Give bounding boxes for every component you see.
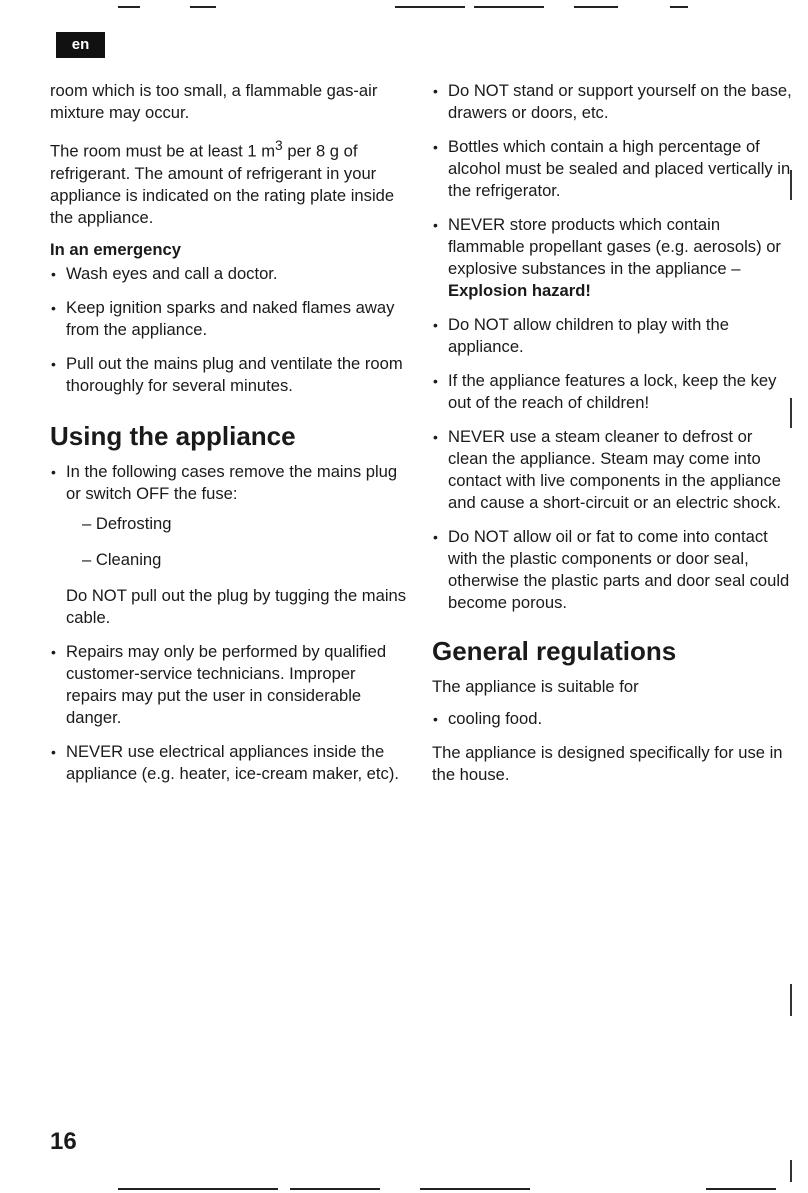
emergency-list xyxy=(50,263,410,397)
list-item: • Do NOT allow children to play with the appliance. xyxy=(432,314,792,358)
list-item: • Do NOT stand or support yourself on the base, drawers or doors, etc. xyxy=(432,80,792,124)
dash-item: – Defrosting xyxy=(82,513,172,533)
language-tab: en xyxy=(56,32,105,58)
top-rule xyxy=(190,6,216,8)
top-rule xyxy=(670,6,688,8)
scan-edge-mark xyxy=(790,170,792,200)
list-item: • NEVER use a steam cleaner to defrost or clean the appliance. Steam may come into contact with live components in the appliance and cause a short-circuit or an electric shock. xyxy=(432,426,792,514)
list-item: • Do NOT allow oil or fat to come into contact with the plastic components or door seal, otherwise the plastic parts and door seal could become porous. xyxy=(432,526,792,614)
scan-edge-mark xyxy=(790,1160,792,1182)
top-rule xyxy=(574,6,618,8)
bottom-rule xyxy=(706,1188,776,1190)
dash-item: – Cleaning xyxy=(82,549,162,569)
paragraph: The room must be at least 1 $m^3$ per 8 g of refrigerant. The amount of refrigerant in your appliance is indicated on the rating plate inside the appliance. xyxy=(50,137,395,227)
list-item: • Bottles which contain a high percentage of alcohol must be sealed and placed vertically in the refrigerator. xyxy=(432,136,792,202)
list-item: • Keep ignition sparks and naked flames away from the appliance. xyxy=(50,297,410,341)
scan-edge-mark xyxy=(790,984,792,1016)
list-item: • Repairs may only be performed by qualified customer-service technicians. Improper repairs may put the user in considerable danger. xyxy=(50,641,410,729)
list-item: • cooling food. xyxy=(432,708,792,730)
list-item: • Pull out the mains plug and ventilate the room thoroughly for several minutes. xyxy=(50,353,410,397)
bottom-rule xyxy=(290,1188,380,1190)
top-rule xyxy=(118,6,140,8)
scan-edge-mark xyxy=(790,398,792,428)
page-number: 16 xyxy=(50,1128,77,1155)
list-item: • If the appliance features a lock, keep the key out of the reach of children! xyxy=(432,370,792,414)
list-item: • In the following cases remove the mains plug or switch OFF the fuse: – Defrosting – Cleaning Do NOT pull out the plug by tugging the mains cable. xyxy=(50,461,410,629)
paragraph: room which is too small, a flammable gas-air mixture may occur. xyxy=(50,81,378,122)
emergency-heading: In an emergency xyxy=(50,239,181,259)
list-item: • NEVER store products which contain flammable propellant gases (e.g. aerosols) or explosive substances in the appliance – Explosion hazard! xyxy=(432,214,792,302)
list-item: • NEVER use electrical appliances inside the appliance (e.g. heater, ice-cream maker, etc). xyxy=(50,741,410,785)
section-heading-using: Using the appliance xyxy=(50,420,296,451)
right-column xyxy=(432,80,792,796)
explosion-warning: Explosion hazard! xyxy=(448,281,591,300)
using-list xyxy=(50,461,410,785)
bottom-rule xyxy=(118,1188,278,1190)
suitable-list xyxy=(432,708,792,730)
safety-list xyxy=(432,80,792,614)
paragraph: The appliance is suitable for xyxy=(432,677,639,696)
top-rule xyxy=(474,6,544,8)
section-heading-general: General regulations xyxy=(432,636,677,666)
top-rule xyxy=(395,6,465,8)
paragraph: The appliance is designed specifically for use in the house. xyxy=(432,743,783,784)
left-column xyxy=(50,80,410,797)
bottom-rule xyxy=(420,1188,530,1190)
note: Do NOT pull out the plug by tugging the mains cable. xyxy=(66,585,407,627)
list-item: • Wash eyes and call a doctor. xyxy=(50,263,410,285)
